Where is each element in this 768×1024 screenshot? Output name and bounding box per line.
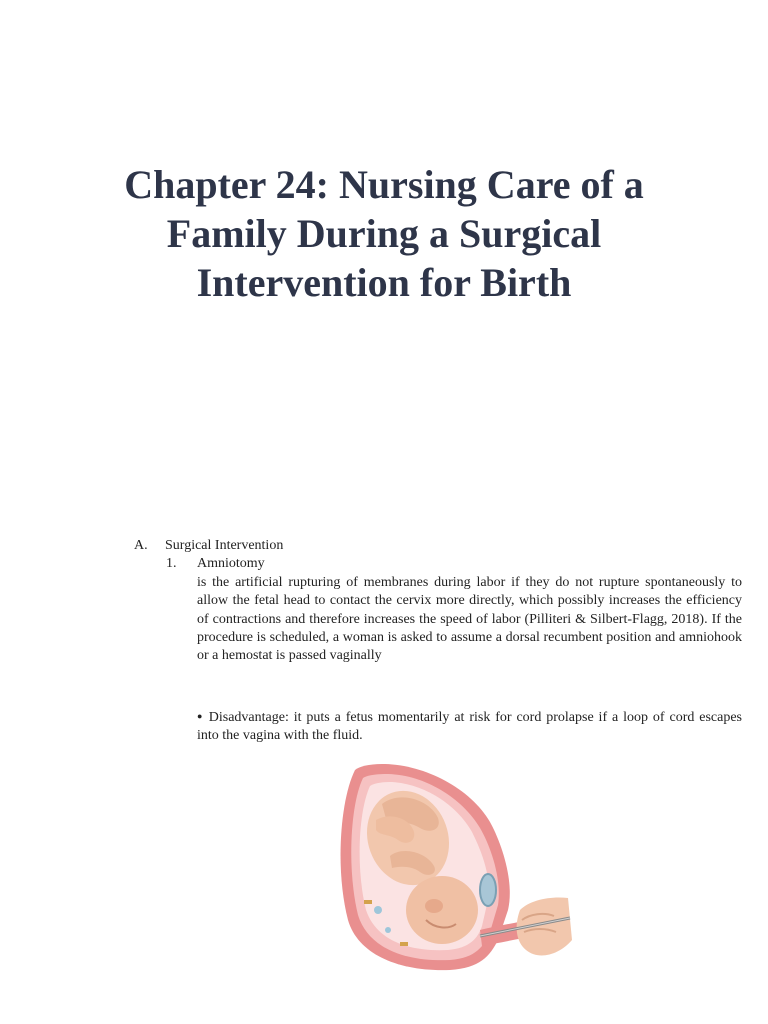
chapter-title [84,160,684,307]
outline-section-marker: A. [134,538,148,553]
bullet-icon: ● [197,711,204,721]
disadvantage-bullet [197,707,742,746]
amniotomy-illustration-icon [330,760,575,980]
chapter-title-line-2: Family During a Surgical [166,211,602,256]
chapter-title-line-1: Chapter 24: Nursing Care of a [124,162,644,207]
outline-item-label: Amniotomy [197,556,265,571]
chapter-title-line-3: Intervention for Birth [196,260,572,305]
outline-item-marker: 1. [166,556,177,571]
outline-section-label: Surgical Intervention [165,538,284,553]
disadvantage-text: Disadvantage: it puts a fetus momentarily at risk for cord prolapse if a loop of cord escapes into the vagina with the fluid. [197,710,743,744]
amniotomy-definition: is the artificial rupturing of membranes during labor if they do not rupture spontaneously to allow the fetal head to contact the cervix more directly, which possibly increases the efficiency of contractions and therefore increases the speed of labor (Pilliteri & Silbert-Flagg, 2018). If the procedure is scheduled, a woman is asked to assume a dorsal recumbent position and amniohook or a hemostat is passed vaginally [197,575,742,664]
